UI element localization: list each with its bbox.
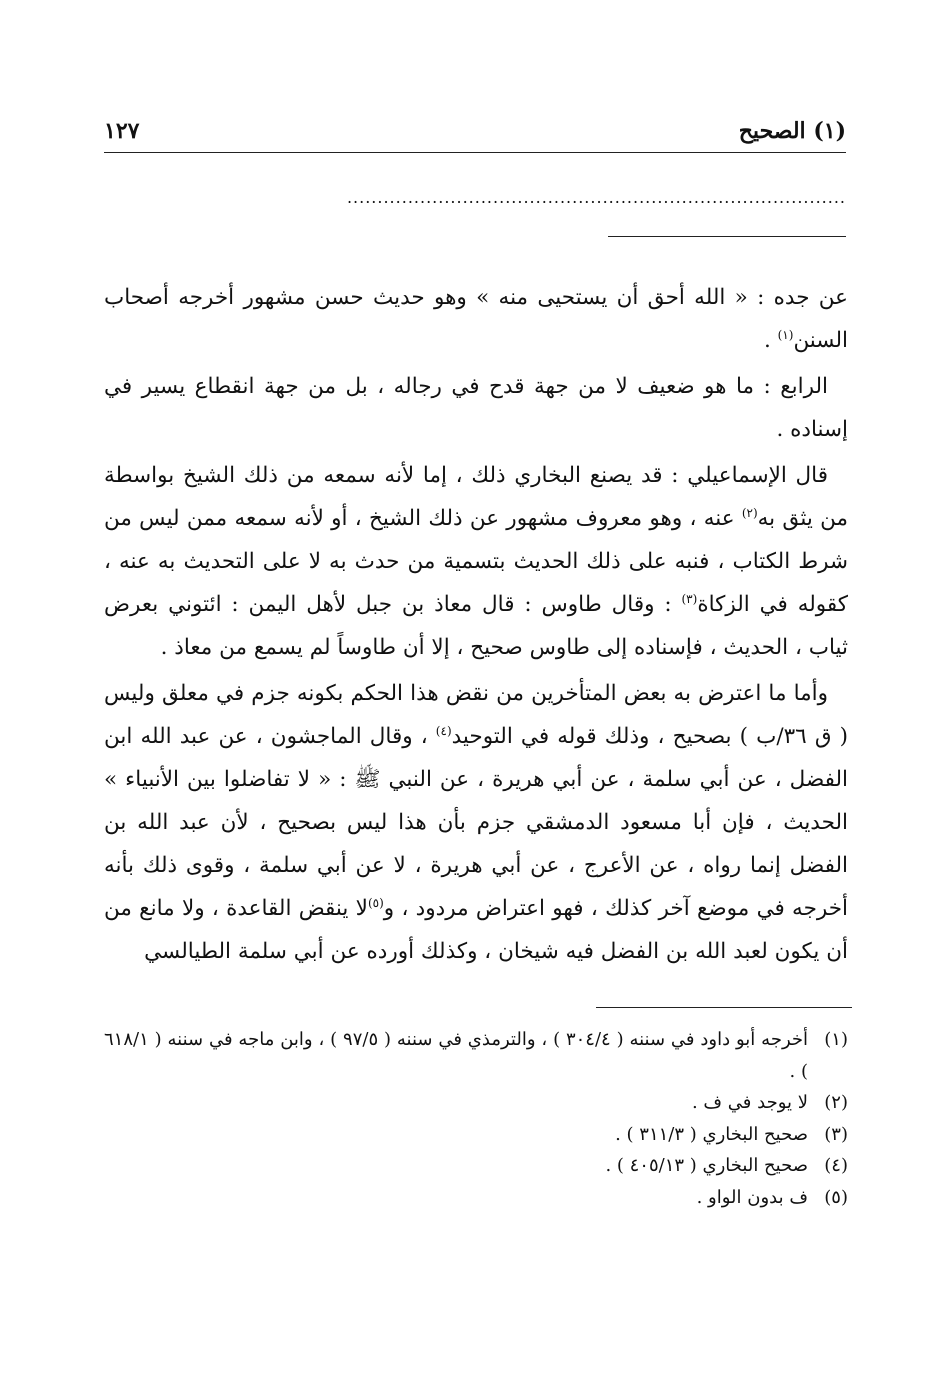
footnote-text: صحيح البخاري ( ٣١١/٣ ) . [615, 1123, 808, 1145]
footnote-ref: (٥) [367, 895, 384, 910]
dotted-separator: .................................................................................. [346, 188, 846, 207]
main-text [104, 276, 848, 976]
footnote-number: (٥) [824, 1186, 848, 1208]
short-rule [608, 236, 846, 237]
footnote-number: (٤) [824, 1155, 848, 1176]
footnote-ref: (١) [777, 327, 794, 342]
footnote-text: ف بدون الواو . [696, 1186, 808, 1208]
footnote-text: أخرجه أبو داود في سننه ( ٣٠٤/٤ ) ، والترمذي في سننه ( ٩٧/٥ ) ، وابن ماجه في سننه ( ٦١٨/١ ) . [104, 1029, 809, 1082]
paragraph-2: الرابع : ما هو ضعيف لا من جهة قدح في رجاله ، بل من جهة انقطاع يسير في إسناده . [104, 374, 848, 442]
footnote-1 [104, 1024, 848, 1087]
footnote-number: (١) [824, 1029, 848, 1050]
paragraph-4: وأما ما اعترض به بعض المتأخرين من نقض هذا الحكم بكونه جزم في معلق وليس ( ق ٣٦/ب ) بصحيح ، وذلك قوله في التوحيد$^{(٤)}$ ، وقال الماجشون ، عن عبد الله ابن الفضل ، عن أبي سلمة ، عن أبي هريرة ، عن النبي ﷺ : « لا تفاضلوا بين الأنبياء » الحديث ، فإن أبا مسعود الدمشقي جزم بأن هذا ليس بصحيح ، لأن عبد الله بن الفضل إنما رواه ، عن الأعرج ، عن أبي هريرة ، لا عن أبي سلمة ، وقوى ذلك بأنه أخرجه في موضع آخر كذلك ، فهو اعتراض مردود ، و$^{(٥)}$لا ينقض القاعدة ، ولا مانع من أن يكون لعبد الله بن الفضل فيه شيخان ، وكذلك أورده عن أبي سلمة الطيالسي [104, 681, 849, 964]
chapter-title: (١) الصحيح [738, 118, 846, 144]
footnote-ref: (٢) [741, 505, 758, 520]
footnote-ref: (٤) [435, 723, 452, 738]
paragraph-1: عن جده : « الله أحق أن يستحيى منه » وهو حديث حسن مشهور أخرجه أصحاب السنن$^{(١)}$ . [104, 285, 848, 353]
footnote-number: (٣) [824, 1123, 848, 1145]
page-header [104, 116, 846, 153]
page-number: ١٢٧ [104, 118, 140, 144]
footnote-number: (٢) [824, 1092, 848, 1113]
footnote-text: لا يوجد في ف . [691, 1092, 808, 1113]
footnote-ref: (٣) [681, 591, 698, 606]
footnote-3 [104, 1119, 848, 1151]
footnote-2 [104, 1087, 848, 1119]
footnotes [104, 1024, 848, 1213]
paragraph-3: قال الإسماعيلي : قد يصنع البخاري ذلك ، إما لأنه سمعه من ذلك الشيخ بواسطة من يثق به$^{(٢)}$ عنه ، وهو معروف مشهور عن ذلك الشيخ ، أو لأنه سمعه ممن ليس من شرط الكتاب ، فنبه على ذلك الحديث بتسمية من حدث به لا على التحديث به عنه ، كقوله في الزكاة$^{(٣)}$ : وقال طاوس : قال معاذ بن جبل لأهل اليمن : ائتوني بعرض ثياب ، الحديث ، فإسناده إلى طاوس صحيح ، إلا أن طاوساً لم يسمع من معاذ . [104, 463, 848, 660]
footnote-rule [596, 1007, 852, 1008]
footnote-5 [104, 1182, 848, 1214]
footnote-text: صحيح البخاري ( ٤٠٥/١٣ ) . [605, 1155, 808, 1176]
footnote-4 [104, 1150, 848, 1182]
